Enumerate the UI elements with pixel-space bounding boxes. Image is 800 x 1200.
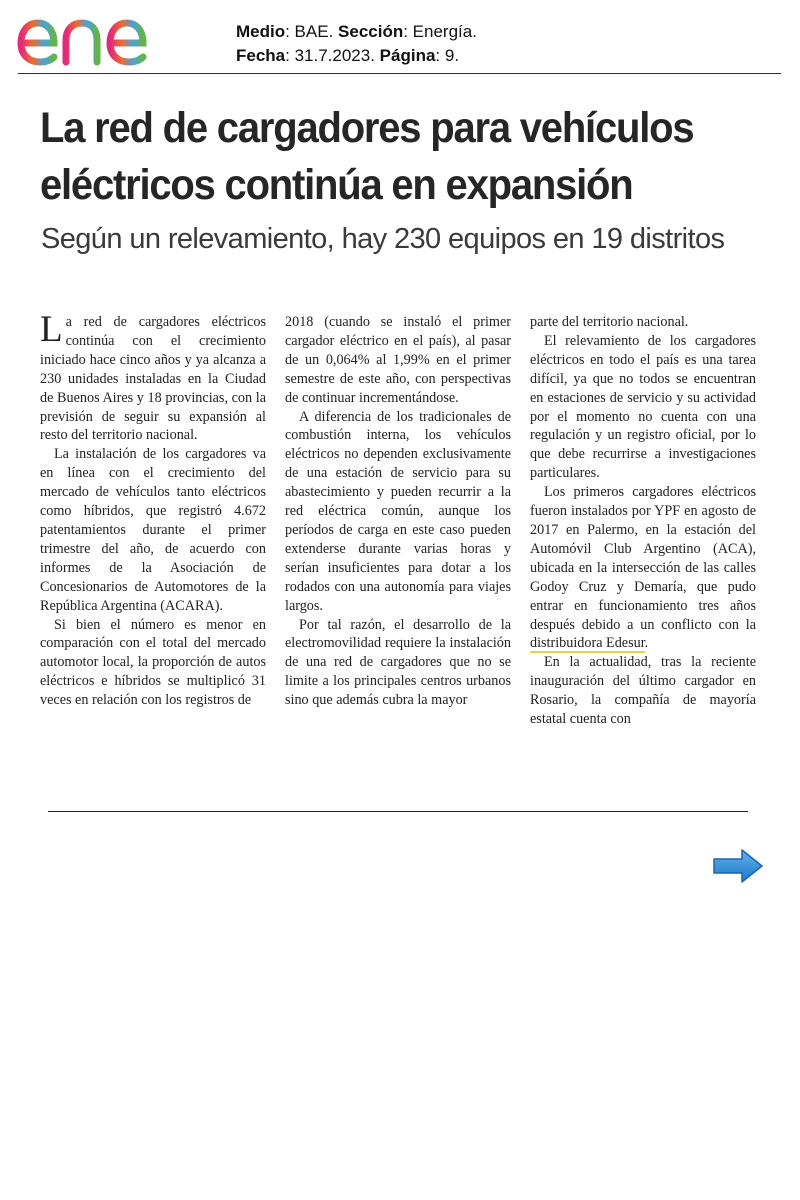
paragraph-text: Los primeros cargadores eléctricos fueron instalados por YPF en agosto de 2017 en Palermo, en la estación del Automóvil Club Argentino (ACA), ubicada en la intersección de las calles Godoy Cruz y Demaría, que pudo entrar en funcionamiento tres años después debido a un conflicto con la [530,484,756,633]
footer-divider [48,811,748,812]
article-column-3 [530,313,756,758]
paragraph: Por tal razón, el desarrollo de la electromovilidad requiere la instalación de una red de cargadores que no se limite a los principales centros urbanos sino que además cubra la mayor [285,616,511,709]
paragraph: En la actualidad, tras la reciente inauguración del último cargador en Rosario, la compañía de mayoría estatal cuenta con [530,654,756,728]
header-divider [18,73,781,74]
paragraph: Si bien el número es menor en comparación con el total del mercado automotor local, la proporción de autos eléctricos e híbridos se multiplicó 31 veces en relación con los registros de [40,616,266,709]
seccion-label: Sección [338,22,404,41]
article-column-1 [40,313,266,758]
paragraph-text: . [644,635,649,652]
fecha-label: Fecha [236,46,286,65]
drop-cap: L [40,313,63,350]
paragraph: A diferencia de los tradicionales de combustión interna, los vehículos eléctricos no dependen exclusivamente de una estación de servicio para su abastecimiento y pueden recurrir a la red eléctrica común, aunque los períodos de carga en este caso pueden extenderse durante varias horas y serían insuficientes para dotar a los rodados con una autonomía para viajes largos. [285,408,511,614]
paragraph: La instalación de los cargadores va en línea con el crecimiento del mercado de vehículos tanto eléctricos como híbridos, que registró 4.672 patentamientos durante el primer trimestre del año, de acuerdo con informes de la Asociación de Concesionarios de Automotores de la República Argentina (ACARA). [40,446,266,614]
highlighted-text: distribuidora Edesur [530,635,645,652]
fecha-value: : 31.7.2023. [285,46,380,65]
paragraph-text: a red de cargadores eléctricos continúa con el crecimiento iniciado hace cinco años y ya alcanza a 230 unidades instaladas en la Ciudad de Buenos Aires y 18 provincias, con la previsión de seguir su expansión al resto del territorio nacional. [40,314,266,444]
paragraph: parte del territorio nacional. [530,314,689,330]
article-headline: La red de cargadores para vehículos eléctricos continúa en expansión [40,104,694,209]
article-column-2 [285,313,511,758]
pagina-value: : 9. [435,46,460,65]
seccion-value: : Energía. [403,22,477,41]
article-subheadline: Según un relevamiento, hay 230 equipos en 19 distritos [41,223,725,255]
enel-logo [16,4,182,68]
publication-info [236,20,477,68]
paragraph [40,313,266,445]
pagina-label: Página [379,46,436,65]
right-arrow-icon[interactable] [712,848,764,884]
meta-line-2 [236,44,477,68]
medio-value: : BAE. [285,22,339,41]
paragraph [530,483,756,653]
meta-line-1 [236,20,477,44]
medio-label: Medio [236,22,286,41]
paragraph: El relevamiento de los cargadores eléctricos en todo el país es una tarea difícil, ya que no todos se encuentran en estaciones de servicio y su actividad por el momento no cuenta con una regulación y un registro oficial, por lo que debe recurrirse a investigaciones particulares. [530,332,756,482]
paragraph: 2018 (cuando se instaló el primer cargador eléctrico en el país), al pasar de un 0,064% al 1,99% en el primer semestre de este año, con perspectivas de continuar incrementándose. [285,314,511,406]
